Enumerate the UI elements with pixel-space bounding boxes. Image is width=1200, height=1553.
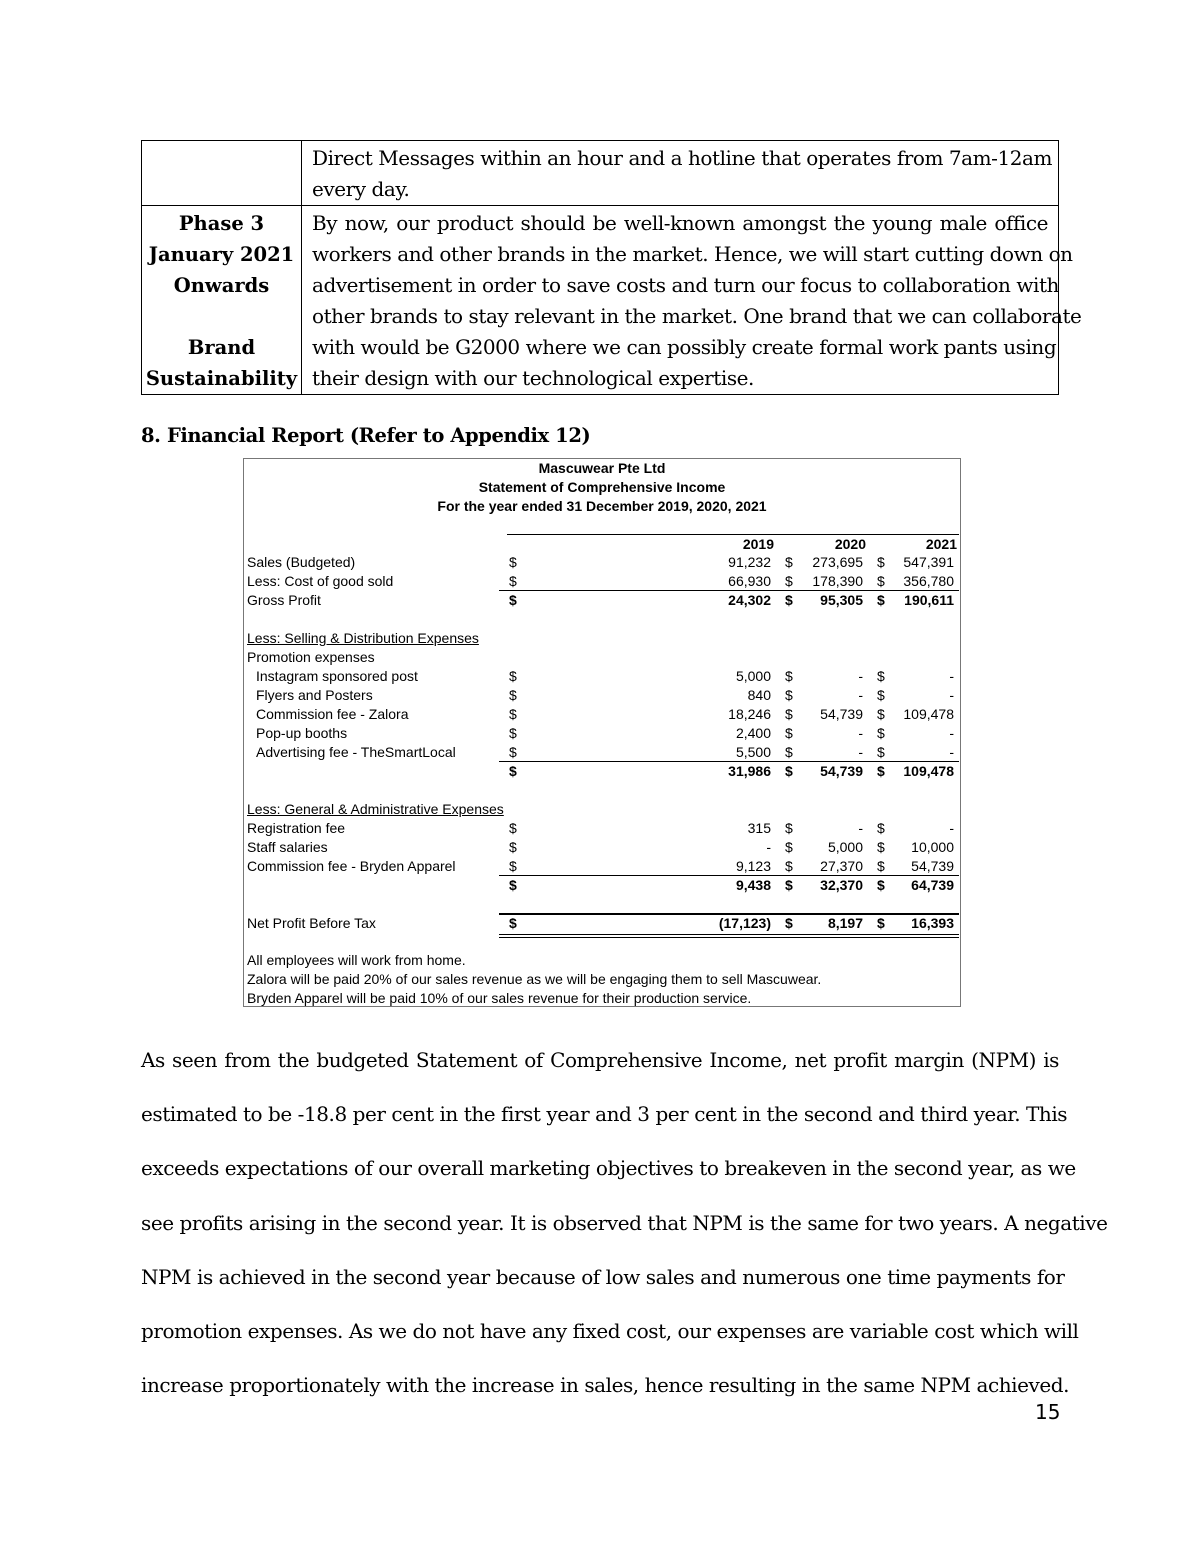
currency-symbol: $	[785, 573, 793, 589]
phase-text-line: other brands to stay relevant in the market. One brand that we can collaborate	[312, 304, 1082, 328]
value-2019: -	[766, 839, 771, 855]
phase-table-row	[142, 206, 1059, 395]
value-2021: 109,478	[903, 763, 954, 779]
currency-symbol: $	[509, 668, 517, 684]
value-2020: 54,739	[820, 763, 863, 779]
phase-label-line: January 2021	[148, 243, 295, 266]
currency-symbol: $	[877, 592, 885, 608]
value-2021: 109,478	[903, 706, 954, 722]
currency-symbol: $	[785, 877, 793, 893]
line-item-label: Sales (Budgeted)	[247, 554, 356, 570]
currency-symbol: $	[877, 763, 885, 779]
statement-company: Mascuwear Pte Ltd	[538, 460, 666, 476]
currency-symbol: $	[785, 915, 793, 931]
currency-symbol: $	[509, 725, 517, 741]
value-2021: 10,000	[911, 839, 954, 855]
paragraph-line: see profits arising in the second year. It is observed that NPM is the same for two years. A negative	[141, 1210, 1108, 1235]
value-2019: 91,232	[728, 554, 771, 570]
currency-symbol: $	[509, 573, 517, 589]
currency-symbol: $	[785, 858, 793, 874]
line-item-label: Less: General & Administrative Expenses	[247, 801, 504, 817]
value-2021: 64,739	[911, 877, 954, 893]
value-2020: -	[858, 668, 863, 684]
currency-symbol: $	[785, 744, 793, 760]
value-2019: 840	[747, 687, 771, 703]
phase-text-cell	[302, 206, 1082, 395]
currency-symbol: $	[877, 725, 885, 741]
phase-text-line: with would be G2000 where we can possibly create formal work pants using	[312, 335, 1057, 359]
value-2021: -	[949, 668, 954, 684]
year-header: 2021	[925, 536, 957, 552]
currency-symbol: $	[785, 554, 793, 570]
phase-table-row	[142, 141, 1059, 206]
value-2021: 547,391	[903, 554, 954, 570]
line-item-label: Instagram sponsored post	[256, 668, 418, 684]
phase-text-line: their design with our technological expertise.	[312, 366, 754, 390]
value-2021: -	[949, 744, 954, 760]
phase-text-line: every day.	[312, 177, 410, 201]
statement-period: For the year ended 31 December 2019, 2020, 2021	[437, 498, 767, 514]
value-2020: 32,370	[820, 877, 863, 893]
value-2019: 18,246	[728, 706, 771, 722]
value-2020: 8,197	[827, 915, 863, 931]
phase-text-line: workers and other brands in the market. Hence, we will start cutting down on	[312, 242, 1073, 266]
value-2020: 178,390	[812, 573, 863, 589]
currency-symbol: $	[877, 744, 885, 760]
line-item-label: Pop-up booths	[256, 725, 348, 741]
phase-text-cell	[302, 141, 1059, 206]
currency-symbol: $	[509, 687, 517, 703]
line-item-label: Net Profit Before Tax	[247, 915, 376, 931]
currency-symbol: $	[785, 763, 793, 779]
section-heading: 8. Financial Report (Refer to Appendix 12)	[141, 424, 591, 447]
currency-symbol: $	[877, 877, 885, 893]
value-2020: -	[858, 687, 863, 703]
currency-symbol: $	[877, 573, 885, 589]
statement-title: Statement of Comprehensive Income	[478, 479, 726, 495]
value-2019: 31,986	[728, 763, 771, 779]
year-header: 2019	[742, 536, 774, 552]
currency-symbol: $	[785, 725, 793, 741]
value-2020: 95,305	[820, 592, 863, 608]
currency-symbol: $	[509, 820, 517, 836]
phase-label-line: Sustainability	[145, 367, 298, 390]
value-2020: 273,695	[812, 554, 863, 570]
currency-symbol: $	[509, 744, 517, 760]
currency-symbol: $	[785, 668, 793, 684]
currency-symbol: $	[877, 706, 885, 722]
statement-note: Bryden Apparel will be paid 10% of our sales revenue for their production service.	[247, 990, 752, 1006]
value-2021: 190,611	[904, 592, 954, 608]
paragraph-line: As seen from the budgeted Statement of Comprehensive Income, net profit margin (NPM) is	[141, 1048, 1059, 1072]
phase-label-cell	[142, 141, 302, 206]
value-2020: -	[858, 820, 863, 836]
line-item-label: Less: Selling & Distribution Expenses	[247, 630, 479, 646]
line-item-label: Gross Profit	[247, 592, 321, 608]
paragraph-line: exceeds expectations of our overall marketing objectives to breakeven in the second year, as we	[141, 1156, 1076, 1181]
statement-note: All employees will work from home.	[247, 952, 466, 968]
value-2021: -	[949, 687, 954, 703]
year-header: 2020	[834, 536, 866, 552]
currency-symbol: $	[877, 839, 885, 855]
value-2021: 54,739	[911, 858, 954, 874]
value-2019: 2,400	[735, 725, 771, 741]
line-item-label: Commission fee - Zalora	[256, 706, 409, 722]
currency-symbol: $	[509, 915, 517, 931]
phase-label-line: Brand	[187, 336, 256, 359]
currency-symbol: $	[785, 592, 793, 608]
currency-symbol: $	[509, 592, 517, 608]
value-2020: -	[858, 725, 863, 741]
paragraph-line: promotion expenses. As we do not have any fixed cost, our expenses are variable cost which will	[141, 1318, 1079, 1343]
phase-text-line: Direct Messages within an hour and a hotline that operates from 7am-12am	[312, 146, 1053, 170]
currency-symbol: $	[877, 915, 885, 931]
value-2020: 54,739	[820, 706, 863, 722]
value-2019: (17,123)	[718, 915, 771, 931]
value-2020: 5,000	[827, 839, 863, 855]
phase-label-line: Phase 3	[178, 212, 265, 235]
value-2019: 5,500	[735, 744, 771, 760]
double-rule	[499, 937, 959, 938]
value-2019: 24,302	[728, 592, 771, 608]
line-item-label: Staff salaries	[247, 839, 328, 855]
value-2020: 27,370	[820, 858, 863, 874]
currency-symbol: $	[785, 820, 793, 836]
currency-symbol: $	[785, 839, 793, 855]
currency-symbol: $	[877, 687, 885, 703]
phase-label-cell	[142, 206, 302, 395]
phase-label-line	[142, 301, 301, 332]
phase-table	[141, 140, 1082, 395]
currency-symbol: $	[785, 687, 793, 703]
double-rule	[499, 934, 959, 935]
page-number: 15	[1035, 1400, 1061, 1424]
value-2019: 66,930	[728, 573, 771, 589]
currency-symbol: $	[877, 668, 885, 684]
currency-symbol: $	[509, 706, 517, 722]
value-2021: -	[949, 725, 954, 741]
income-statement	[243, 458, 961, 1007]
paragraph-line: estimated to be -18.8 per cent in the first year and 3 per cent in the second and third year. This	[141, 1102, 1068, 1127]
statement-note: Zalora will be paid 20% of our sales revenue as we will be engaging them to sell Mascuwear.	[247, 971, 822, 987]
phase-text-line: advertisement in order to save costs and turn our focus to collaboration with	[312, 273, 1059, 297]
value-2019: 5,000	[735, 668, 771, 684]
line-item-label: Less: Cost of good sold	[247, 573, 394, 589]
line-item-label: Promotion expenses	[247, 649, 375, 665]
value-2021: 16,393	[911, 915, 954, 931]
currency-symbol: $	[509, 877, 517, 893]
body-paragraph	[141, 1042, 1108, 1421]
value-2019: 9,438	[735, 877, 771, 893]
line-item-label: Advertising fee - TheSmartLocal	[256, 744, 456, 760]
value-2019: 315	[747, 820, 771, 836]
currency-symbol: $	[509, 554, 517, 570]
paragraph-line: NPM is achieved in the second year because of low sales and numerous one time payments for	[141, 1264, 1065, 1289]
value-2020: -	[858, 744, 863, 760]
paragraph-line: increase proportionately with the increase in sales, hence resulting in the same NPM achieved.	[141, 1373, 1069, 1398]
currency-symbol: $	[509, 763, 517, 779]
phase-label-line: Onwards	[173, 274, 270, 297]
line-item-label: Registration fee	[247, 820, 346, 836]
line-item-label: Commission fee - Bryden Apparel	[247, 858, 456, 874]
value-2019: 9,123	[735, 858, 771, 874]
currency-symbol: $	[877, 820, 885, 836]
phase-text-line: By now, our product should be well-known amongst the young male office	[312, 211, 1048, 235]
currency-symbol: $	[509, 839, 517, 855]
value-2021: 356,780	[903, 573, 954, 589]
currency-symbol: $	[877, 554, 885, 570]
line-item-label: Flyers and Posters	[256, 687, 373, 703]
value-2021: -	[949, 820, 954, 836]
currency-symbol: $	[785, 706, 793, 722]
currency-symbol: $	[509, 858, 517, 874]
currency-symbol: $	[877, 858, 885, 874]
